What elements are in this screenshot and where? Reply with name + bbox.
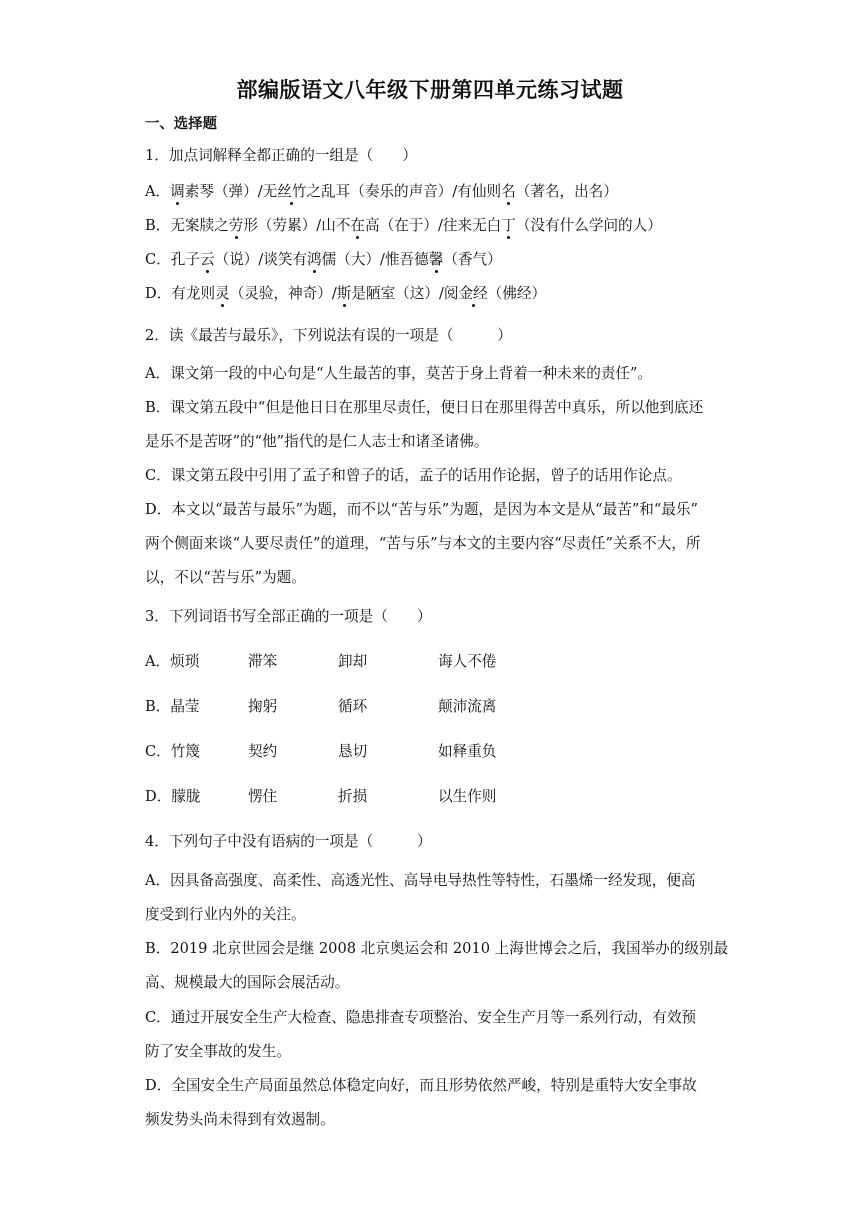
question-2-stem: 2．读《最苦与最乐》，下列说法有误的一项是（ ） [145,327,512,344]
word-cell: 卸却 [338,653,368,670]
word-cell: 折损 [338,788,368,805]
option-text: 儒（大）/惟吾德 [321,251,429,268]
option-letter: A． [145,183,171,200]
option-text: 是陋室（这）/阅 [351,285,459,302]
word-cell: D．朦胧 [145,788,201,805]
word-cell: 循环 [338,698,368,715]
option-text: （灵验，神奇）/ [229,285,337,302]
question-2-option-d-line-1: D．本文以“最苦与最乐”为题，而不以“苦与乐”为题，是因为本文是从“最苦”和“最乐” [145,501,698,518]
option-text: （佛经） [487,285,547,302]
word-cell: 契约 [248,743,278,760]
question-4-option-d-line-2: 频发势头尚未得到有效遏制。 [145,1111,335,1128]
question-2-option-d-line-3: 以，不以“苦与乐”为题。 [145,569,306,586]
word-cell: 如释重负 [438,743,497,760]
question-4-option-b-line-1: B．2019 北京世园会是继 2008 北京奥运会和 2010 上海世博会之后，我国举办的级别最 [145,940,729,957]
question-2-option-b-line-1: B．课文第五段中“但是他日日在那里尽责任，便日日在那里得苦中真乐，所以他到底还 [145,399,704,416]
dotted-word: 名 [501,183,516,200]
question-2-option-a: A．课文第一段的中心句是“人生最苦的事，莫苦于身上背着一种未来的责任”。 [145,365,653,382]
question-2-option-b-line-2: 是乐不是苦呀”的“他”指代的是仁人志士和诸圣诸佛。 [145,433,489,450]
question-2-option-c: C．课文第五段中引用了孟子和曾子的话，孟子的话用作论据，曾子的话用作论点。 [145,467,682,484]
option-text: B．无案牍之 [145,217,229,234]
option-text: C．孔子 [145,251,200,268]
section-heading: 一、选择题 [145,116,217,132]
word-cell: 愣住 [248,788,278,805]
option-text: 素琴（弹）/无 [184,183,278,200]
dotted-word: 丝竹 [277,183,307,200]
word-cell: 掬躬 [248,698,278,715]
word-cell: 恳切 [338,743,368,760]
option-text: 高（在于）/往来无白 [365,217,502,234]
word-cell: 滞笨 [248,653,278,670]
word-cell: B．晶莹 [145,698,200,715]
question-3-stem: 3．下列词语书写全部正确的一项是（ ） [145,608,432,625]
question-1-stem: 1．加点词解释全都正确的一组是（ ） [145,147,417,164]
option-text: （说）/谈笑有 [214,251,308,268]
question-4-option-b-line-2: 高、规模最大的国际会展活动。 [145,974,350,991]
option-text: D．有龙则 [145,285,216,302]
dotted-word: 劳 [228,217,244,234]
option-text: 之乱耳（奏乐的声音）/有仙则 [306,183,502,200]
dotted-word: 云 [199,251,215,268]
question-4-option-c-line-1: C．通过开展安全生产大检查、隐患排查专项整治、安全生产月等一系列行动，有效预 [145,1009,697,1026]
word-cell: C．竹篾 [145,743,200,760]
option-text: 形（劳累）/山不 [243,217,351,234]
dotted-word: 灵 [215,285,230,302]
dotted-word: 金经 [458,285,488,302]
question-4-option-a-line-2: 度受到行业内外的关注。 [145,906,306,923]
dotted-word: 调 [170,183,185,200]
question-4-option-a-line-1: A．因具备高强度、高柔性、高透光性、高导电导热性等特性，石墨烯一经发现，便高 [145,872,696,889]
word-cell: 颠沛流离 [438,698,497,715]
word-cell: 诲人不倦 [438,653,497,670]
dotted-word: 鸿 [307,251,322,268]
dotted-word: 丁 [501,217,516,234]
option-text: （香气） [443,251,502,268]
word-cell: 以生作则 [438,788,497,805]
option-text: （没有什么学问的人） [515,217,662,234]
dotted-word: 馨 [428,251,444,268]
question-4-option-c-line-2: 防了安全事故的发生。 [145,1043,291,1060]
question-1-option-a [145,182,618,202]
question-2-option-d-line-2: 两个侧面来谈“人要尽责任”的道理，“苦与乐”与本文的主要内容“尽责任”关系不大，所 [145,535,701,552]
question-1-option-d [145,284,546,304]
question-1-option-b [145,216,662,236]
dotted-word: 在 [350,217,365,234]
question-1-option-c [145,250,502,270]
question-4-option-d-line-1: D．全国安全生产局面虽然总体稳定向好，而且形势依然严峻，特别是重特大安全事故 [145,1077,697,1094]
dotted-word: 斯 [336,285,352,302]
question-4-stem: 4．下列句子中没有语病的一项是（ ） [145,833,432,850]
word-cell: A．烦琐 [145,653,200,670]
option-text: （著名，出名） [515,183,618,200]
page-title: 部编版语文八年级下册第四单元练习试题 [236,78,624,102]
